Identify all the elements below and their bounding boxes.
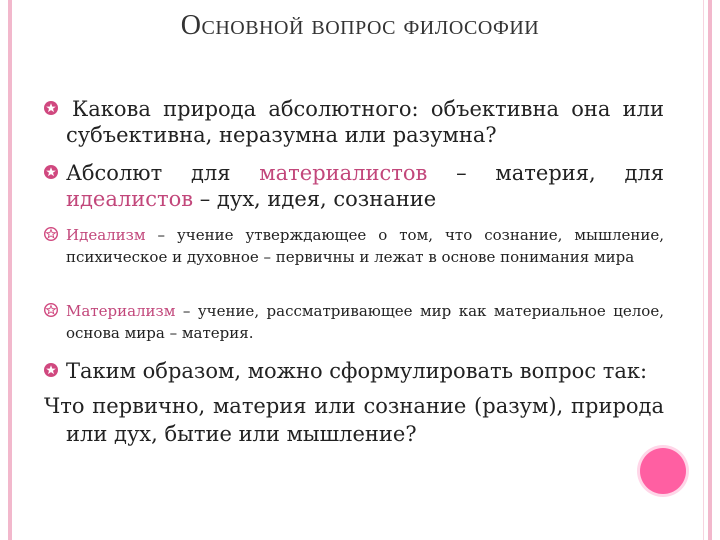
bullet-item-4	[44, 300, 664, 344]
bullet-item-4-text	[66, 300, 664, 344]
term-idealists: идеалистов	[66, 187, 194, 211]
term-materialism: Материализм	[66, 302, 176, 320]
slide-frame-right-outer	[703, 0, 704, 540]
term-materialists: материалистов	[259, 161, 428, 185]
bullet-item-3	[44, 224, 664, 268]
decorative-pink-circle	[640, 448, 686, 494]
item-3-definition: – учение утверждающее о том, что сознание, мышление, психическое и духовное – первичны и лежат в основе понимания мира	[66, 226, 664, 266]
bullet-item-1-text: Какова природа абсолютного: объективна она или субъективна, неразумна или разумна?	[66, 97, 664, 147]
item-2-mid: – материя, для	[427, 161, 664, 185]
star-bullet-icon	[44, 101, 58, 115]
bullet-item-1	[44, 96, 664, 148]
star-bullet-icon	[44, 227, 58, 241]
conclusion-lead	[44, 358, 664, 384]
item-4-definition: – учение, рассматривающее мир как материальное целое, основа мира – материя.	[66, 302, 664, 342]
star-bullet-icon	[44, 363, 58, 377]
term-idealism: Идеализм	[66, 226, 146, 244]
slide-frame-right	[708, 0, 712, 540]
slide-title: Основной вопрос философии	[180, 10, 540, 41]
star-bullet-icon	[44, 165, 58, 179]
bullet-item-3-text	[66, 224, 664, 268]
conclusion-question-text: Что первично, материя или сознание (разум), природа или дух, бытие или мышление?	[44, 394, 664, 446]
bullet-item-2	[44, 160, 664, 212]
item-2-post: – дух, идея, сознание	[193, 187, 437, 211]
bullet-item-2-text	[66, 160, 664, 212]
star-bullet-icon	[44, 303, 58, 317]
conclusion-question	[44, 392, 664, 448]
conclusion-lead-text: Таким образом, можно сформулировать вопрос так:	[66, 359, 648, 383]
slide-frame-left	[8, 0, 12, 540]
item-2-pre: Абсолют для	[66, 161, 260, 185]
